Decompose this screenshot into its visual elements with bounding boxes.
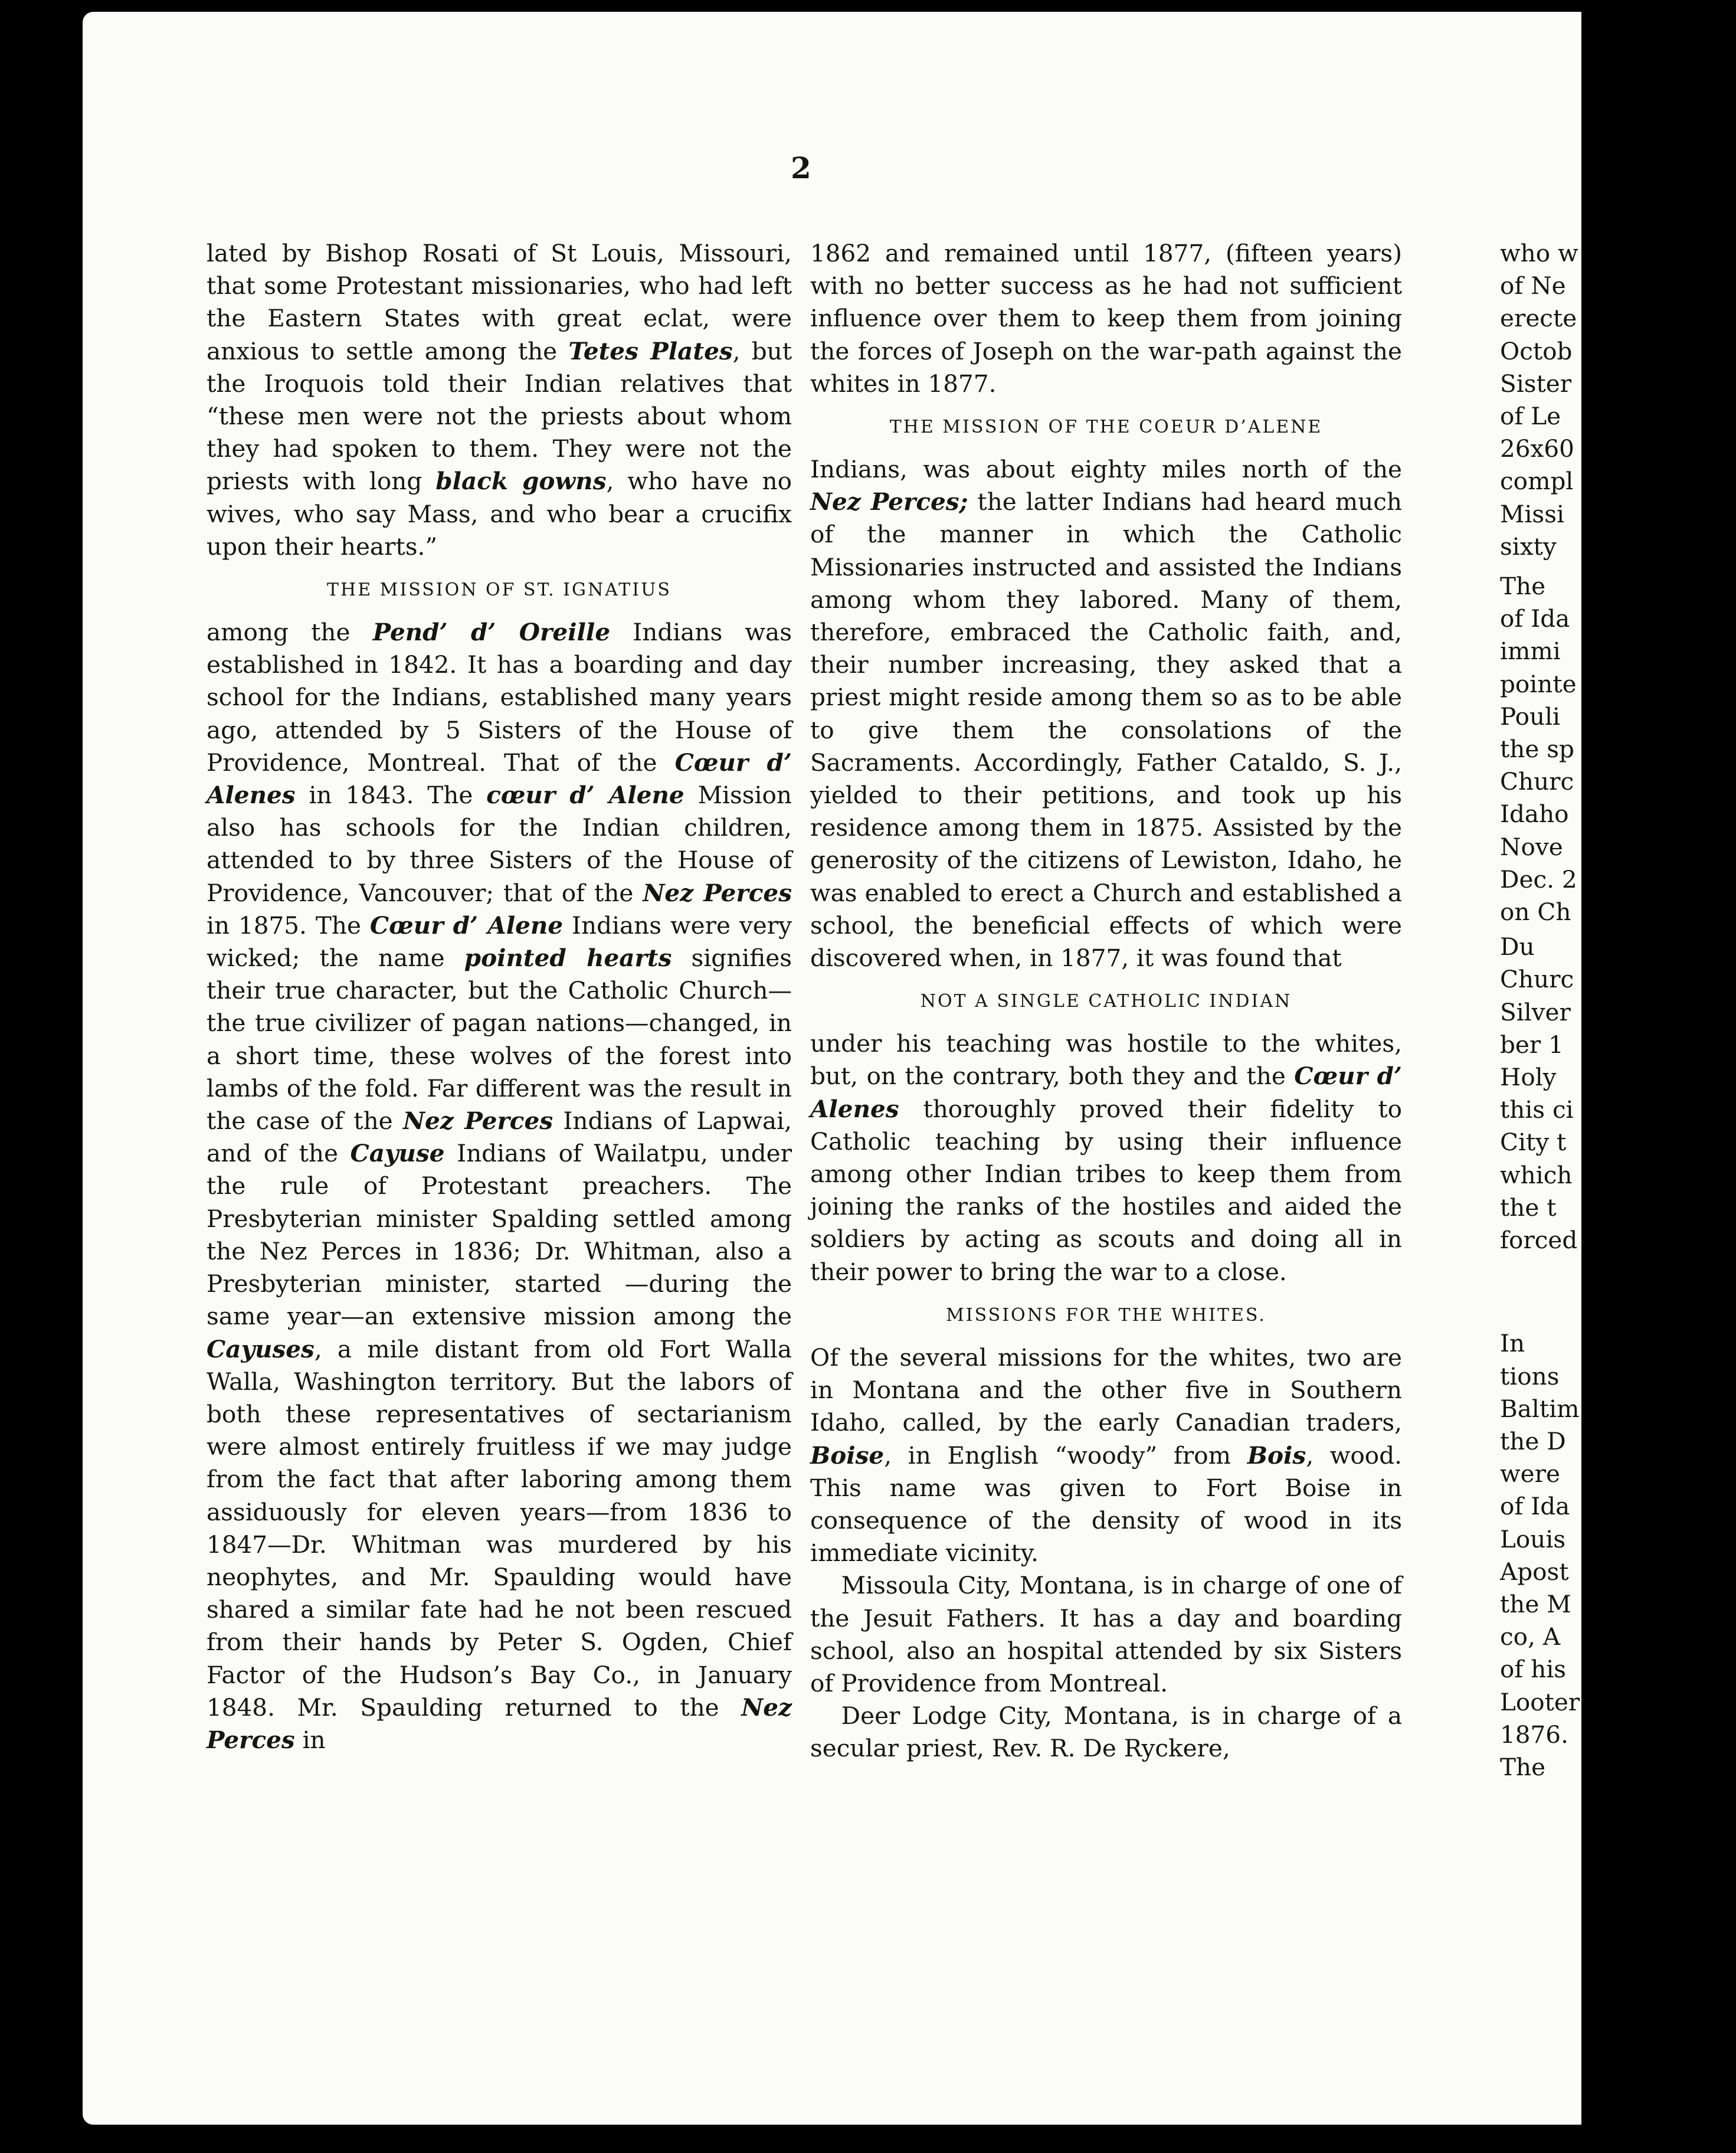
text-line: of Ida — [1500, 1492, 1570, 1521]
paragraph: Deer Lodge City, Montana, is in charge of a secular priest, Rev. R. De Ryckere, — [810, 1702, 1402, 1763]
text-line: were — [1500, 1460, 1560, 1488]
page — [83, 12, 1581, 2125]
cropped-block — [1500, 931, 1736, 1257]
text-line: Churc — [1500, 965, 1574, 994]
column-left — [207, 237, 792, 1756]
paragraph: Indians, was about eighty miles north of the Nez Perces; the latter Indians had heard much of the manner in which the Catholic Missionaries instructed and assisted the Indians among whom they labored. Many of them, therefore, embraced the Catholic faith, and, their number increasing, they asked that a priest might reside among them so as to be able to give them the consolations of the Sacraments. Accordingly, Father Cataldo, S. J., yielded to their petitions, and took up his residence among them in 1875. Assisted by the generosity of the citizens of Lewiston, Idaho, he was enabled to erect a Church and established a school, the beneficial effects of which were discovered when, in 1877, it was found that — [810, 455, 1402, 973]
text-line: Idaho — [1500, 800, 1569, 829]
italic-text: black gowns — [435, 467, 607, 496]
page-number: 2 — [791, 150, 811, 185]
text-line: Octob — [1500, 336, 1573, 365]
italic-text: Nez Perces; — [810, 487, 968, 516]
text-line: The — [1500, 572, 1546, 601]
text-line: on Ch — [1500, 898, 1571, 927]
text-line: The — [1500, 1752, 1546, 1781]
paragraph: Of the several missions for the whites, two are in Montana and the other five in Southern Idaho, called, by the early Canadian traders, Boise, in English “woody” from Bois, wood. This name was given to Fort Boise in consequence of the density of wood in its immediate vicinity. — [810, 1343, 1402, 1568]
section-heading: MISSIONS FOR THE WHITES. — [946, 1304, 1266, 1326]
text-line: of his — [1500, 1655, 1567, 1684]
text-line: compl — [1500, 467, 1574, 496]
text-line: Nove — [1500, 832, 1563, 861]
text-line: City t — [1500, 1128, 1567, 1157]
italic-text: pointed hearts — [464, 944, 672, 973]
italic-text: Cœur d’ Alenes — [207, 748, 792, 810]
paragraph: under his teaching was hostile to the whites, but, on the contrary, both they and the Cœur d’ Alenes thoroughly proved their fidelity to Catholic teaching by using their influence among other Indian tribes to keep them from joining the ranks of the hostiles and aided the soldiers by acting as scouts and doing all in their power to bring the war to a close. — [810, 1029, 1402, 1286]
italic-text: Nez Perces — [207, 1693, 792, 1754]
paragraph: Missoula City, Montana, is in charge of one of the Jesuit Fathers. It has a day and boarding school, also an hospital attended by six Sisters of Providence from Montreal. — [810, 1571, 1402, 1697]
text-line: co, A — [1500, 1622, 1561, 1651]
text-line: Silver — [1500, 997, 1571, 1026]
text-line: Baltim — [1500, 1394, 1580, 1423]
text-line: Dec. 2 — [1500, 865, 1577, 894]
text-line: Du — [1500, 932, 1535, 961]
italic-text: Cayuses — [207, 1334, 315, 1363]
italic-text: Nez Perces — [402, 1107, 553, 1136]
text-line: Apost — [1500, 1557, 1569, 1586]
text-line: who w — [1500, 239, 1578, 267]
text-line: Sister — [1500, 369, 1572, 398]
section-heading: NOT A SINGLE CATHOLIC INDIAN — [920, 991, 1292, 1012]
text-line: tions — [1500, 1362, 1560, 1390]
text-line: Churc — [1500, 767, 1574, 796]
text-line: of Ne — [1500, 271, 1566, 300]
text-line: of Ida — [1500, 604, 1570, 633]
paragraph: 1862 and remained until 1877, (fifteen years) with no better success as he had not sufficient influence over them to keep them from joining the forces of Joseph on the war-path against the whites in 1877. — [810, 239, 1402, 398]
text-line: sixty — [1500, 532, 1557, 561]
italic-text: Nez Perces — [643, 878, 792, 907]
text-line: the sp — [1500, 735, 1574, 764]
italic-text: Cœur d’ Alene — [369, 911, 564, 940]
cropped-block — [1500, 570, 1736, 928]
italic-text: Cayuse — [350, 1139, 445, 1168]
italic-text: Boise — [810, 1441, 885, 1470]
text-line: forced — [1500, 1226, 1578, 1255]
italic-text: Pend’ d’ Oreille — [372, 618, 611, 647]
text-line: the M — [1500, 1589, 1571, 1618]
italic-text: cœur d’ Alene — [486, 781, 684, 810]
text-line: this ci — [1500, 1095, 1574, 1124]
text-line: of Le — [1500, 402, 1561, 431]
text-line: Louis — [1500, 1524, 1566, 1553]
text-line: Looter — [1500, 1687, 1580, 1716]
text-line: 26x60 — [1500, 434, 1574, 463]
text-line: ber 1 — [1500, 1030, 1564, 1059]
text-line: the D — [1500, 1426, 1566, 1455]
text-line: pointe — [1500, 669, 1577, 698]
section-heading: THE MISSION OF THE COEUR D’ALENE — [889, 417, 1323, 438]
italic-text: Cœur d’ Alenes — [810, 1062, 1402, 1123]
text-line: In — [1500, 1329, 1525, 1358]
text-line: erecte — [1500, 304, 1577, 333]
text-line: Missi — [1500, 499, 1564, 528]
italic-text: Tetes Plates — [568, 336, 733, 365]
text-line: 1876. — [1500, 1720, 1568, 1749]
text-line: immi — [1500, 637, 1561, 666]
section-heading: THE MISSION OF ST. IGNATIUS — [327, 580, 672, 601]
paragraph: lated by Bishop Rosati of St Louis, Missouri, that some Protestant missionaries, who had left the Eastern States with great eclat, were anxious to settle among the Tetes Plates, but the Iroquois told their Indian relatives that “these men were not the priests about whom they had spoken to them. They were not the priests with long black gowns, who have no wives, who say Mass, and who bear a crucifix upon their hearts.” — [207, 239, 792, 561]
text-line: Holy — [1500, 1063, 1557, 1092]
text-line: which — [1500, 1160, 1573, 1189]
column-middle — [810, 237, 1402, 1765]
italic-text: Bois — [1247, 1441, 1306, 1470]
cropped-block — [1500, 237, 1736, 563]
paragraph: among the Pend’ d’ Oreille Indians was established in 1842. It has a boarding and day school for the Indians, established many years ago, attended by 5 Sisters of the House of Providence, Montreal. That of the Cœur d’ Alenes in 1843. The cœur d’ Alene Mission also has schools for the Indian children, attended to by three Sisters of the House of Providence, Vancouver; that of the Nez Perces in 1875. The Cœur d’ Alene Indians were very wicked; the name pointed hearts signifies their true character, but the Catholic Church—the true civilizer of pagan nations—changed, in a short time, these wolves of the forest into lambs of the fold. Far different was the result in the case of the Nez Perces Indians of Lapwai, and of the Cayuse Indians of Wailatpu, under the rule of Protestant preachers. The Presbyterian minister Spalding settled among the Nez Perces in 1836; Dr. Whitman, also a Presbyterian minister, started —during the same year—an extensive mission among the Cayuses, a mile distant from old Fort Walla Walla, Washington territory. But the labors of both these representatives of sectarianism were almost entirely fruitless if we may judge from the fact that after laboring among them assiduously for eleven years—from 1836 to 1847—Dr. Whitman was murdered by his neophytes, and Mr. Spaulding would have shared a similar fate had he not been rescued from their hands by Peter S. Ogden, Chief Factor of the Hudson’s Bay Co., in January 1848. Mr. Spaulding returned to the Nez Perces in — [207, 618, 792, 1754]
column-right-cropped — [1500, 237, 1736, 1784]
cropped-block — [1500, 1327, 1736, 1784]
text-line: Pouli — [1500, 702, 1560, 731]
text-line: the t — [1500, 1193, 1557, 1222]
